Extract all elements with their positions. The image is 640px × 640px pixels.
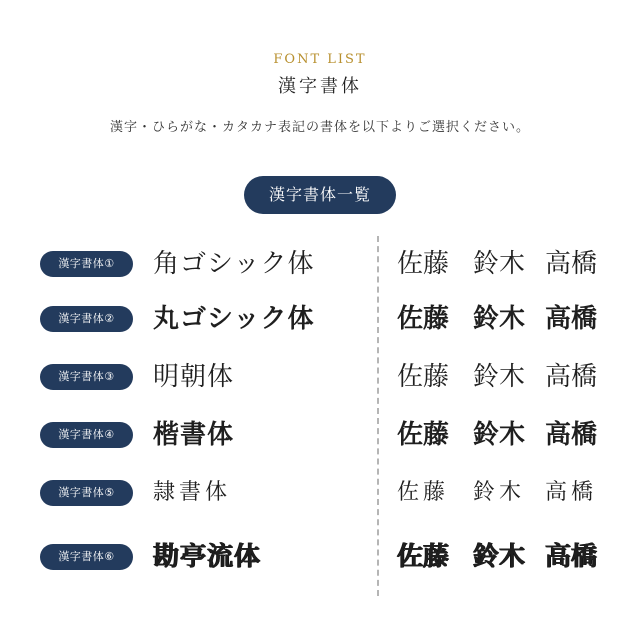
sample-name-3: 高橋: [545, 542, 598, 572]
sample-name-2: 鈴木: [473, 542, 526, 572]
sample-name-2: 鈴木: [473, 249, 526, 279]
font-name-4: 楷書体: [153, 420, 235, 450]
sample-name-3: 高橋: [545, 480, 598, 505]
sample-name-2: 鈴木: [473, 420, 526, 450]
sample-name-1: 佐藤: [397, 249, 450, 279]
font-row-5[interactable]: [0, 471, 640, 515]
sample-name-2: 鈴木: [473, 362, 526, 392]
header-jp-title: 漢字書体: [278, 76, 362, 97]
font-name-2: 丸ゴシック体: [153, 304, 315, 334]
font-sample-2: [397, 301, 615, 337]
font-sample-6: [397, 539, 615, 575]
font-name-1: 角ゴシック体: [153, 249, 315, 279]
font-sample-1: [397, 246, 615, 282]
sample-name-3: 高橋: [545, 362, 598, 392]
font-name-3: 明朝体: [153, 362, 235, 392]
font-row-3[interactable]: [0, 355, 640, 399]
font-row-4[interactable]: [0, 413, 640, 457]
sample-name-3: 高橋: [545, 249, 598, 279]
font-row-6[interactable]: [0, 535, 640, 579]
sample-name-1: 佐藤: [397, 362, 450, 392]
font-row-2[interactable]: [0, 297, 640, 341]
font-badge-4: 漢字書体④: [40, 422, 133, 448]
sample-name-1: 佐藤: [397, 420, 450, 450]
header-en-title: FONT LIST: [273, 52, 367, 67]
font-badge-1: 漢字書体①: [40, 251, 133, 277]
sample-name-2: 鈴木: [473, 480, 526, 505]
font-row-1[interactable]: [0, 242, 640, 286]
font-badge-2: 漢字書体②: [40, 306, 133, 332]
sample-name-2: 鈴木: [473, 304, 526, 334]
font-sample-4: [397, 417, 615, 453]
sample-name-1: 佐藤: [397, 480, 450, 505]
font-name-6: 勘亭流体: [153, 542, 262, 572]
font-name-5: 隷書体: [153, 480, 232, 505]
sample-name-1: 佐藤: [397, 542, 450, 572]
section-title-pill: 漢字書体一覧: [244, 176, 396, 214]
sample-name-3: 高橋: [545, 420, 598, 450]
font-badge-3: 漢字書体③: [40, 364, 133, 390]
font-badge-5: 漢字書体⑤: [40, 480, 133, 506]
font-sample-3: [397, 359, 615, 395]
font-badge-6: 漢字書体⑥: [40, 544, 133, 570]
font-sample-5: [397, 475, 615, 511]
sample-name-3: 高橋: [545, 304, 598, 334]
sample-name-1: 佐藤: [397, 304, 450, 334]
intro-text: 漢字・ひらがな・カタカナ表記の書体を以下よりご選択ください。: [109, 120, 530, 135]
